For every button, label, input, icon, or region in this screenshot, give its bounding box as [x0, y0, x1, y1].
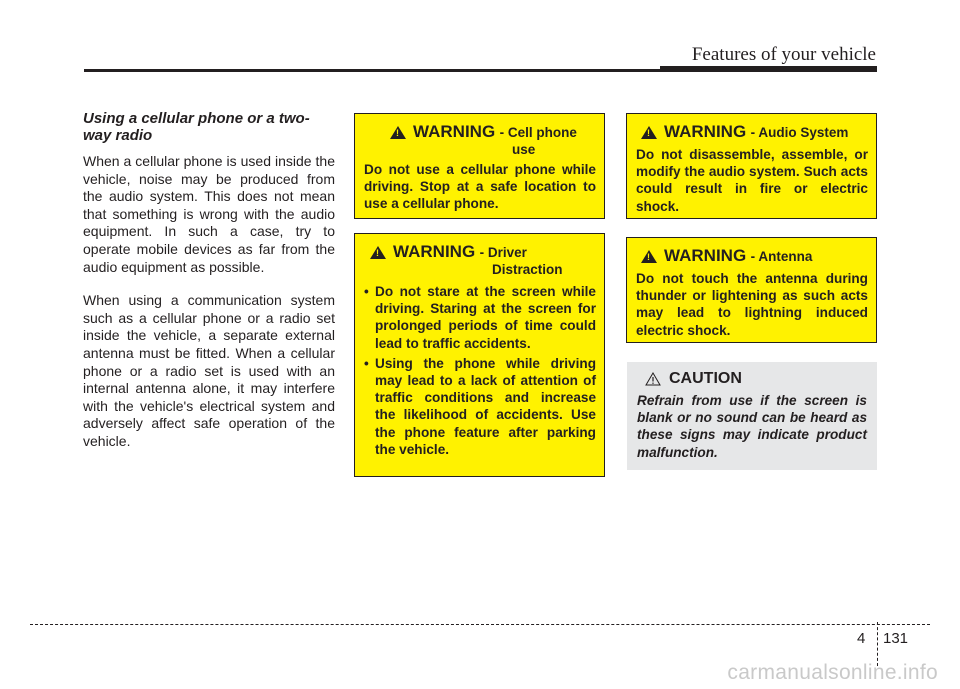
warning-triangle-icon — [641, 250, 657, 263]
warning-subtitle-line2: use — [512, 142, 536, 157]
footer-divider — [877, 622, 878, 666]
warning-audio-system-box — [626, 113, 877, 219]
caution-box — [627, 362, 877, 470]
warning-body: Do not disassemble, assemble, or modify the audio system. Such acts could result in fire or electric shock. — [636, 147, 868, 214]
warning-subtitle-line2: Distraction — [492, 262, 563, 277]
warning-subtitle: - Driver — [479, 245, 527, 260]
caution-word: CAUTION — [669, 370, 742, 387]
page-header-title: Features of your vehicle — [691, 44, 876, 65]
warning-body: Do not touch the antenna during thunder or lightening as such acts may lead to lightning induced electric shock. — [636, 271, 868, 338]
warning-triangle-icon — [390, 126, 406, 139]
warning-triangle-icon — [370, 246, 386, 259]
warning-word: WARNING — [664, 246, 747, 265]
paragraph-noise: When a cellular phone is used inside the vehicle, noise may be produced from the audio system. This does not mean that something is wrong with the audio equipment. In such a case, try to operate mobile devices as far from the audio equipment as possible. — [83, 153, 335, 275]
chapter-number: 4 — [857, 630, 866, 647]
paragraph-antenna: When using a communication system such as a cellular phone or a radio set inside the vehicle, a separate external antenna must be fitted. When a cellular phone or a radio set is used with an internal antenna alone, it may interfere with the vehicle's electrical system and adversely affect safe operation of the vehicle. — [83, 292, 335, 449]
warning-word: WARNING — [413, 122, 496, 141]
warning-subtitle: - Antenna — [750, 249, 813, 264]
caution-triangle-icon — [645, 372, 661, 386]
warning-word: WARNING — [393, 242, 476, 261]
left-column — [83, 110, 335, 467]
warning-bullet: • Using the phone while driving may lead to a lack of attention of traffic conditions and increase the likelihood of accidents. Use the phone feature after parking the vehicle. — [364, 355, 596, 458]
warning-bullet: • Do not stare at the screen while driving. Staring at the screen for prolonged periods of time could lead to traffic accidents. — [364, 283, 596, 352]
header-rule-thick — [660, 66, 877, 72]
warning-subtitle: - Cell phone — [499, 125, 577, 140]
header-rule — [84, 69, 660, 72]
warning-cell-phone-box — [354, 113, 605, 219]
warning-triangle-icon — [641, 126, 657, 139]
warning-driver-distraction-box — [354, 233, 605, 477]
warning-subtitle: - Audio System — [750, 125, 849, 140]
warning-antenna-box — [626, 237, 877, 343]
watermark-text: carmanualsonline.info — [727, 661, 938, 684]
footer-rule — [30, 624, 930, 625]
warning-body: Do not use a cellular phone while driving. Stop at a safe location to use a cellular phone. — [364, 162, 596, 212]
section-heading: Using a cellular phone or a two-way radio — [83, 110, 310, 144]
warning-word: WARNING — [664, 122, 747, 141]
caution-body: Refrain from use if the screen is blank or no sound can be heard as these signs may indicate product malfunction. — [637, 393, 867, 460]
warning-bullet-list — [364, 283, 596, 458]
page-number: 131 — [883, 630, 909, 647]
